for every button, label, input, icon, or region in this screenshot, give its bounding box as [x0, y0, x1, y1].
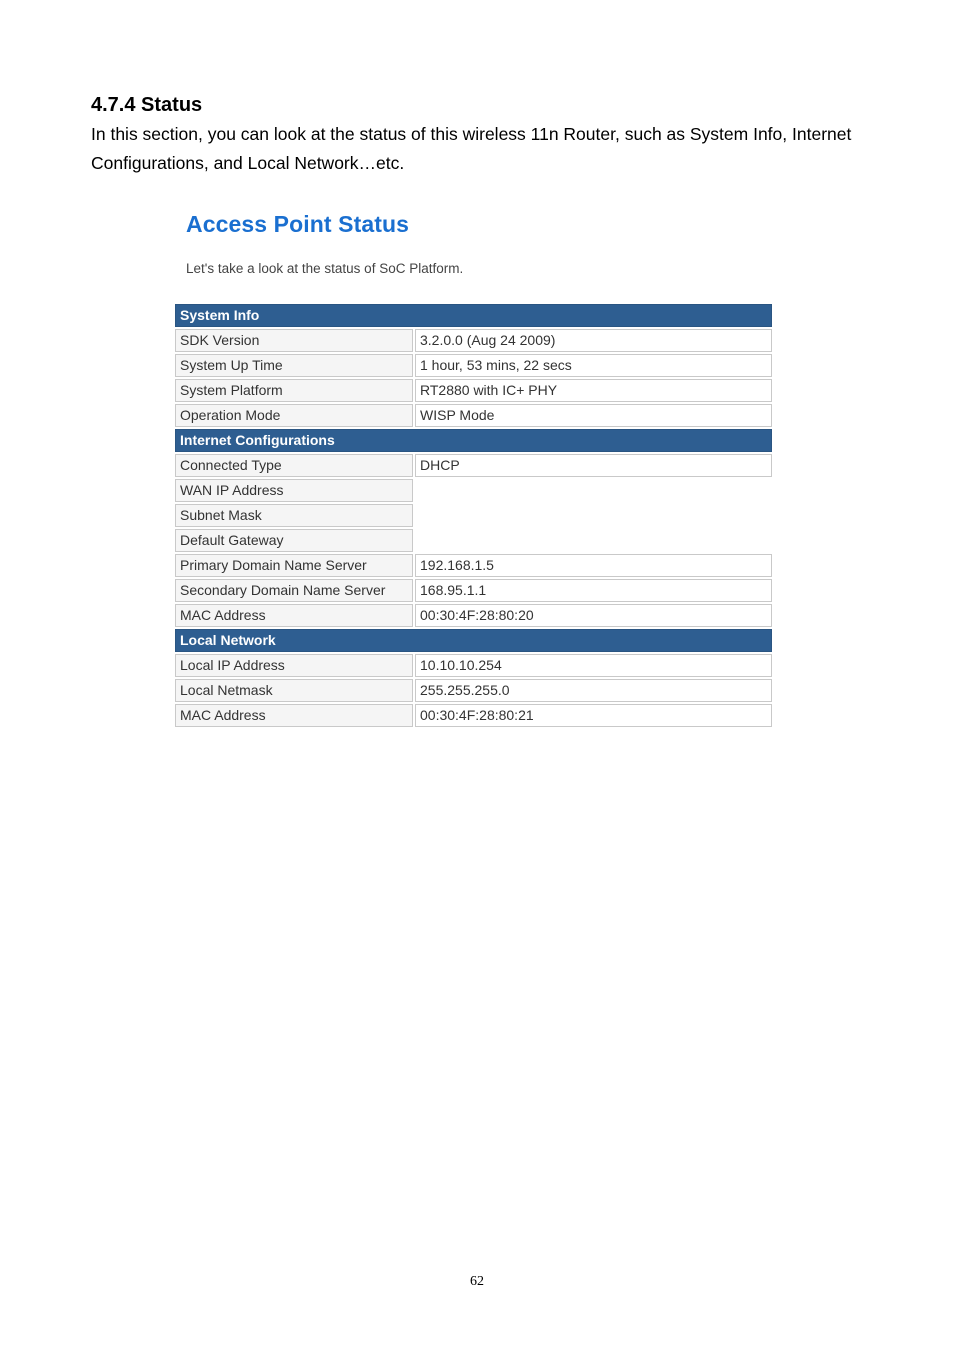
table-row: [175, 329, 772, 352]
row-value: 192.168.1.5: [415, 554, 772, 577]
row-value: 255.255.255.0: [415, 679, 772, 702]
row-label: MAC Address: [175, 704, 413, 727]
status-table: [175, 302, 772, 729]
row-label: Local IP Address: [175, 654, 413, 677]
row-value: RT2880 with IC+ PHY: [415, 379, 772, 402]
page-title: Access Point Status: [186, 211, 410, 237]
section-header-local-network: [175, 629, 772, 652]
row-label: SDK Version: [175, 329, 413, 352]
table-row: [175, 379, 772, 402]
row-value: WISP Mode: [415, 404, 772, 427]
section-header-internet-configurations: [175, 429, 772, 452]
row-value: 00:30:4F:28:80:21: [415, 704, 772, 727]
row-value: 00:30:4F:28:80:20: [415, 604, 772, 627]
row-label: Connected Type: [175, 454, 413, 477]
row-label: Default Gateway: [175, 529, 413, 552]
row-label: Primary Domain Name Server: [175, 554, 413, 577]
table-row: [175, 504, 772, 527]
row-value: DHCP: [415, 454, 772, 477]
table-row: [175, 479, 772, 502]
section-header-label: Internet Configurations: [175, 429, 772, 452]
table-row: [175, 354, 772, 377]
page-description: Let's take a look at the status of SoC Platform.: [186, 261, 464, 276]
row-value: 10.10.10.254: [415, 654, 772, 677]
row-label: WAN IP Address: [175, 479, 413, 502]
row-label: MAC Address: [175, 604, 413, 627]
table-row: [175, 679, 772, 702]
row-value: 1 hour, 53 mins, 22 secs: [415, 354, 772, 377]
table-row: [175, 454, 772, 477]
row-label: Local Netmask: [175, 679, 413, 702]
section-header-label: Local Network: [175, 629, 772, 652]
intro-paragraph: In this section, you can look at the status of this wireless 11n Router, such as System Info, Internet Configurations, and Local Network…etc.: [91, 124, 852, 173]
row-label: System Platform: [175, 379, 413, 402]
row-label: Secondary Domain Name Server: [175, 579, 413, 602]
table-row: [175, 654, 772, 677]
page-number: 62: [470, 1274, 484, 1289]
section-heading: 4.7.4 Status: [91, 94, 203, 116]
row-value-empty: [415, 529, 772, 552]
table-row: [175, 529, 772, 552]
table-row: [175, 604, 772, 627]
section-header-system-info: [175, 304, 772, 327]
row-label: System Up Time: [175, 354, 413, 377]
row-value: 168.95.1.1: [415, 579, 772, 602]
row-label: Subnet Mask: [175, 504, 413, 527]
section-header-label: System Info: [175, 304, 772, 327]
table-row: [175, 404, 772, 427]
row-label: Operation Mode: [175, 404, 413, 427]
table-row: [175, 579, 772, 602]
row-value-empty: [415, 479, 772, 502]
table-row: [175, 704, 772, 727]
table-row: [175, 554, 772, 577]
row-value: 3.2.0.0 (Aug 24 2009): [415, 329, 772, 352]
row-value-empty: [415, 504, 772, 527]
